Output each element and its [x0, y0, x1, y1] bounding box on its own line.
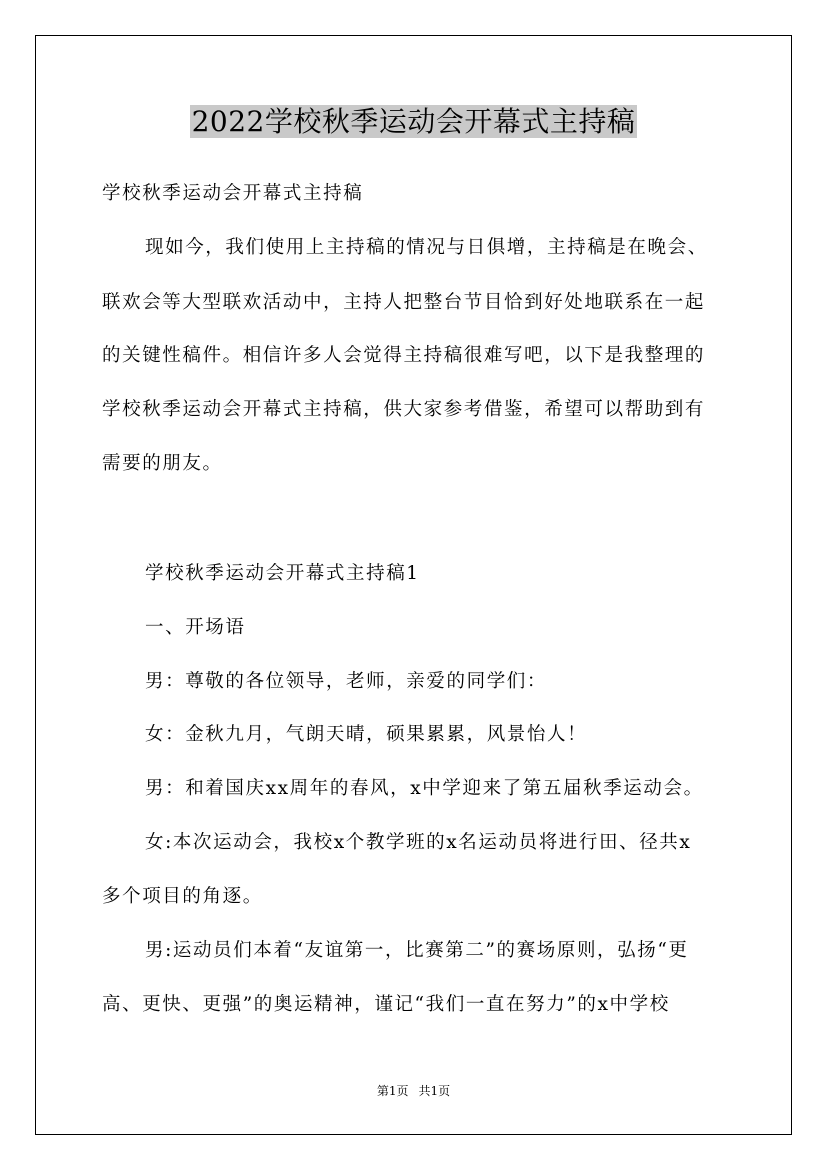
dialogue-line-4: 女:本次运动会，我校x个教学班的x名运动员将进行田、径共x [145, 832, 692, 853]
part-heading: 一、开场语 [145, 617, 246, 638]
dialogue-line-1: 男：尊敬的各位领导，老师，亲爱的同学们： [145, 671, 548, 692]
dialogue-line-6: 男:运动员们本着“友谊第一，比赛第二”的赛场原则，弘扬“更 [145, 940, 689, 961]
dialogue-line-7: 高、更快、更强”的奥运精神，谨记“我们一直在努力”的x中学校 [102, 994, 670, 1015]
intro-line-3: 的关键性稿件。相信许多人会觉得主持稿很难写吧，以下是我整理的 [102, 345, 706, 366]
section-heading: 学校秋季运动会开幕式主持稿1 [145, 563, 420, 584]
intro-line-5: 需要的朋友。 [102, 453, 223, 474]
page-number: 第1页 [376, 1084, 409, 1098]
intro-line-4: 学校秋季运动会开幕式主持稿，供大家参考借鉴，希望可以帮助到有 [102, 399, 706, 420]
document-title-text: 2022学校秋季运动会开幕式主持稿 [191, 105, 636, 138]
document-subtitle: 学校秋季运动会开幕式主持稿 [102, 183, 364, 204]
page-footer [0, 1083, 827, 1099]
intro-line-1: 现如今，我们使用上主持稿的情况与日俱增，主持稿是在晚会、 [145, 237, 708, 258]
document-title [0, 100, 827, 144]
dialogue-line-5: 多个项目的角逐。 [102, 886, 263, 907]
dialogue-line-3: 男：和着国庆xx周年的春风，x中学迎来了第五届秋季运动会。 [145, 778, 704, 799]
page-total: 共1页 [418, 1084, 451, 1098]
intro-line-2: 联欢会等大型联欢活动中，主持人把整台节目恰到好处地联系在一起 [102, 292, 706, 313]
dialogue-line-2: 女：金秋九月，气朗天晴，硕果累累，风景怡人！ [145, 724, 588, 745]
